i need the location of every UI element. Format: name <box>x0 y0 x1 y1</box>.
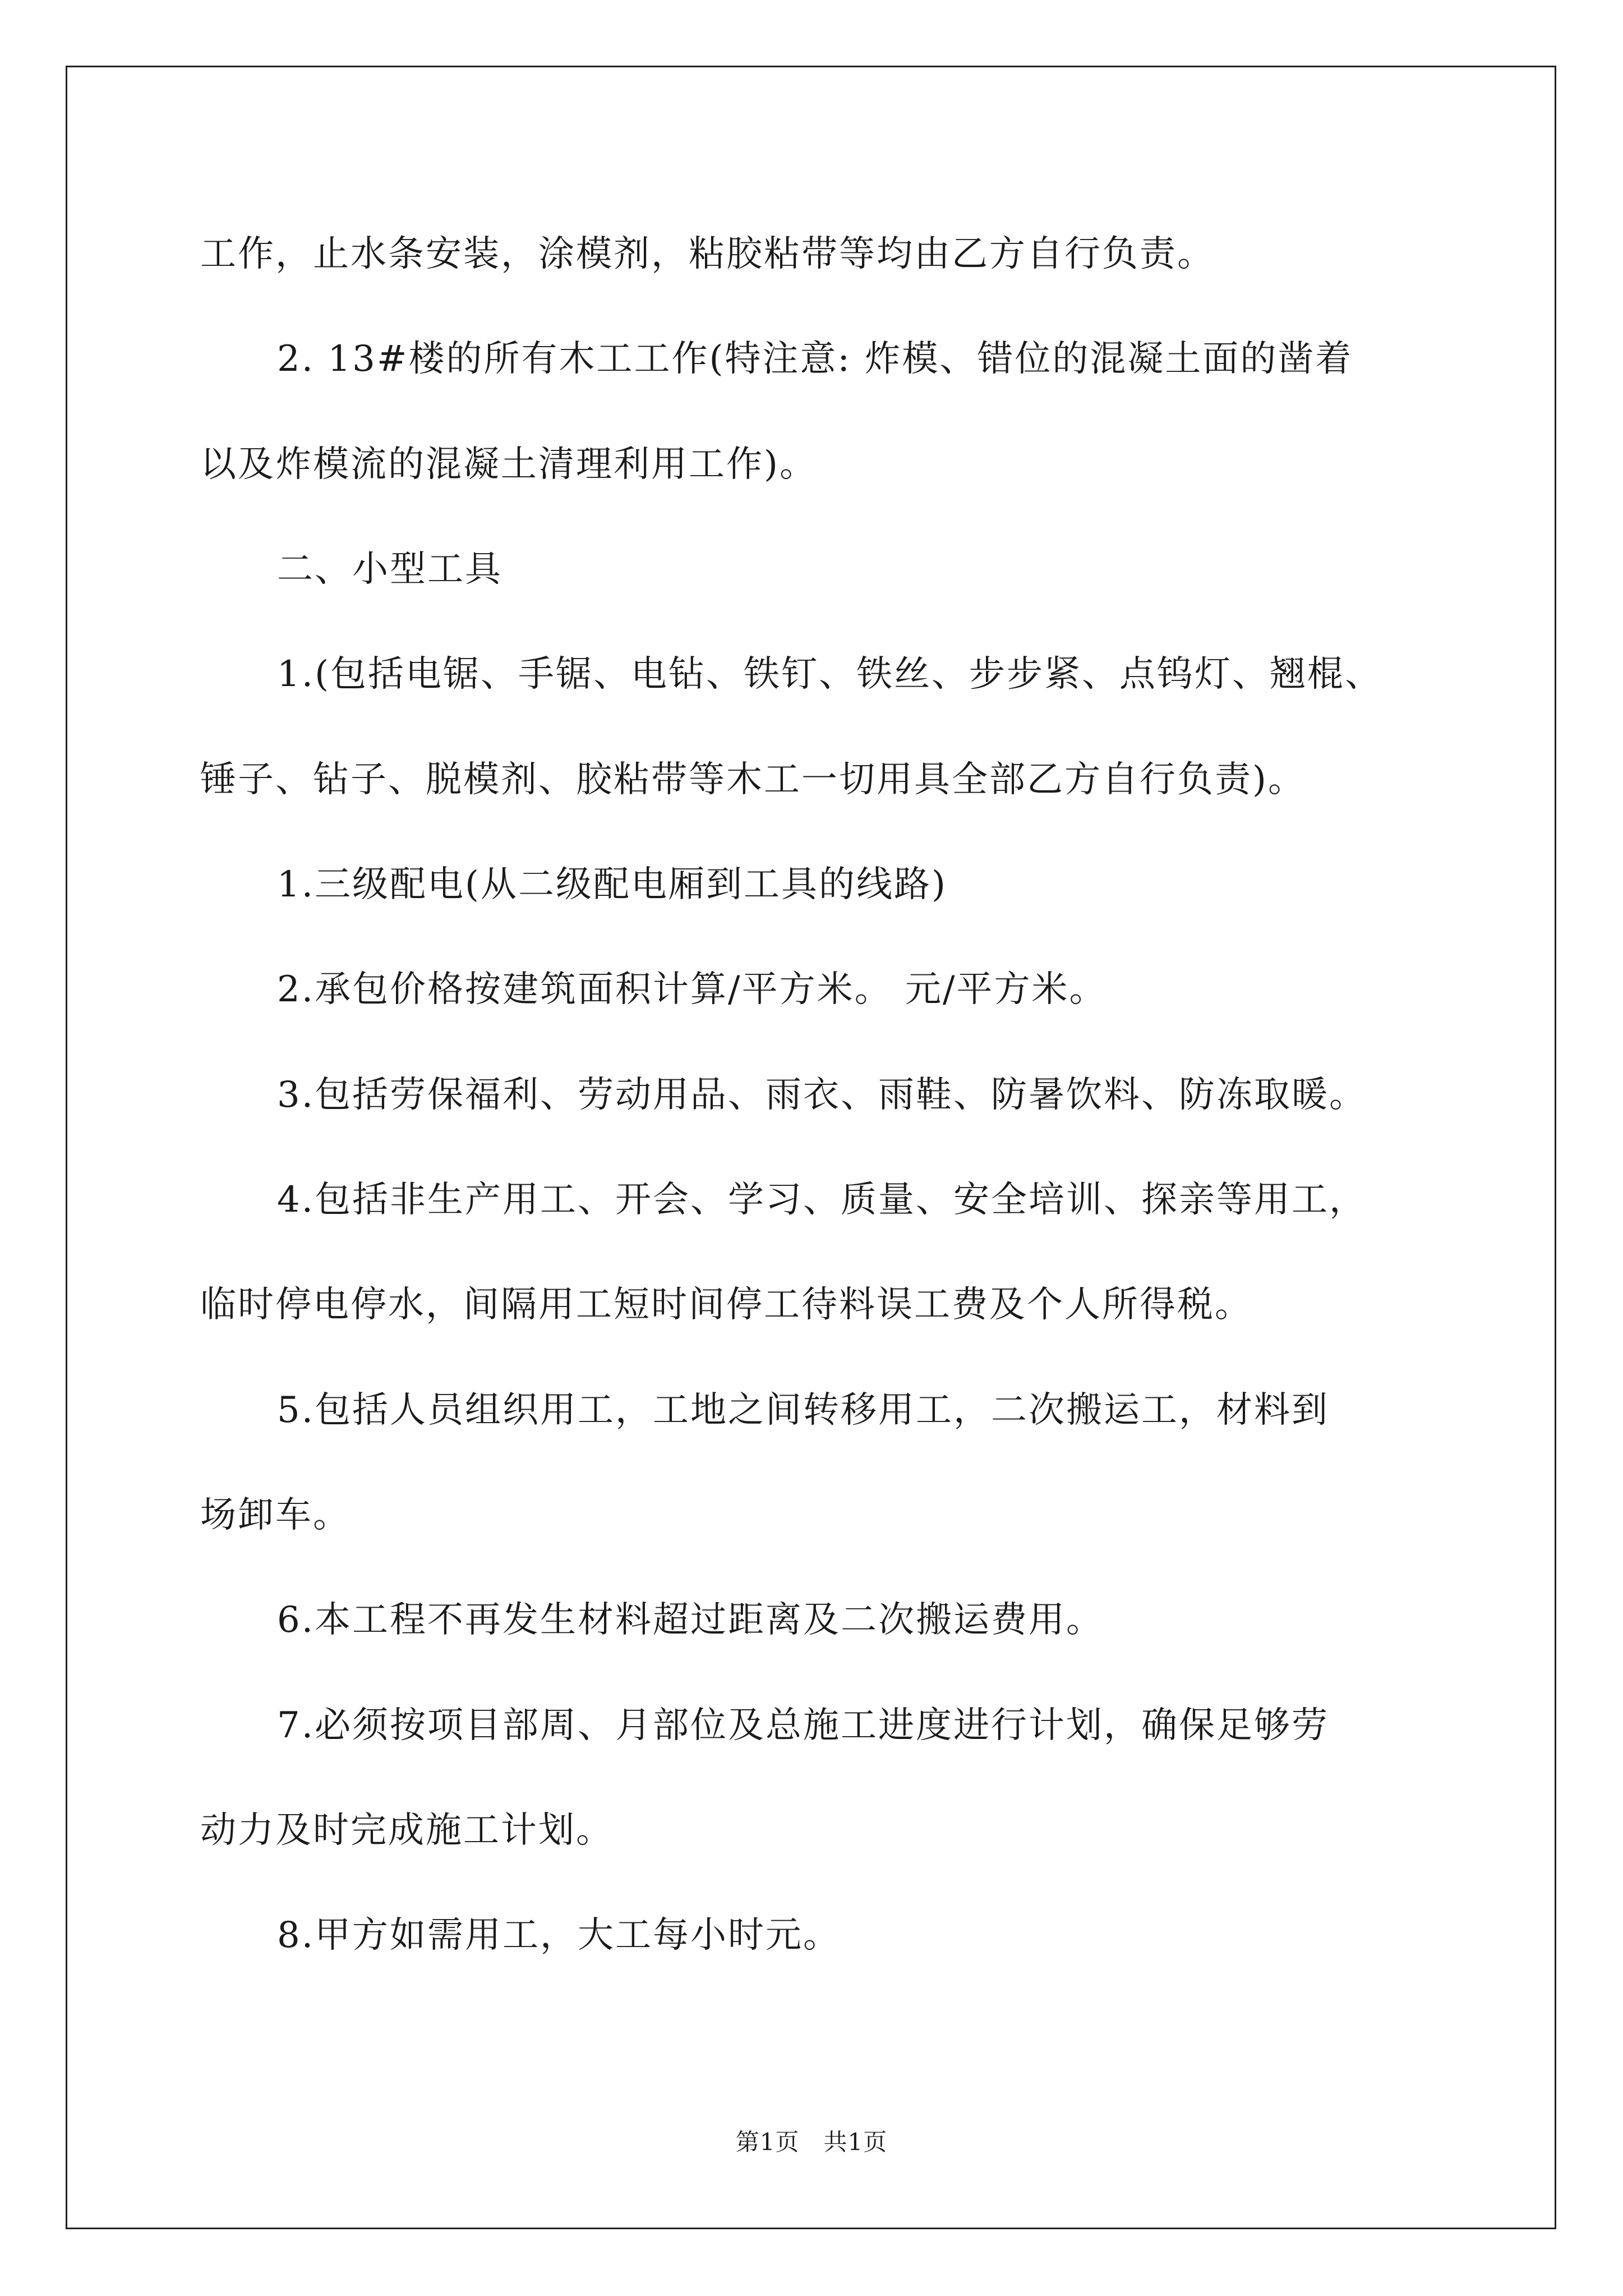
text-line-17: 8.甲方如需用工，大工每小时元。 <box>277 1915 841 1956</box>
text-line-14: 6.本工程不再发生材料超过距离及二次搬运费用。 <box>277 1599 1104 1641</box>
section-heading: 二、小型工具 <box>277 549 502 590</box>
page-footer: 第1页 共1页 <box>735 2128 888 2156</box>
text-line-8: 2.承包价格按建筑面积计算/平方米。 元/平方米。 <box>277 969 1107 1010</box>
text-line-10: 4.包括非生产用工、开会、学习、质量、安全培训、探亲等用工， <box>277 1179 1367 1221</box>
text-line-12: 5.包括人员组织用工，工地之间转移用工，二次搬运工，材料到 <box>277 1389 1330 1431</box>
text-line-5: 1.(包括电锯、手锯、电钻、铁钉、铁丝、步步紧、点钨灯、翘棍、 <box>277 654 1383 695</box>
text-line-2: 2. 13#楼的所有木工工作(特注意: 炸模、错位的混凝土面的凿着 <box>277 338 1353 380</box>
page-border <box>66 66 1556 2229</box>
text-line-6: 锤子、钻子、脱模剂、胶粘带等木工一切用具全部乙方自行负责)。 <box>200 759 1306 800</box>
text-line-15: 7.必须按项目部周、月部位及总施工进度进行计划，确保足够劳 <box>277 1705 1330 1746</box>
text-line-11: 临时停电停水，间隔用工短时间停工待料误工费及个人所得税。 <box>200 1284 1252 1326</box>
text-line-7: 1.三级配电(从二级配电厢到工具的线路) <box>277 864 947 905</box>
text-line-1: 工作，止水条安装，涂模剂，粘胶粘带等均由乙方自行负责。 <box>200 233 1215 275</box>
text-line-16: 动力及时完成施工计划。 <box>200 1810 614 1851</box>
text-line-9: 3.包括劳保福利、劳动用品、雨衣、雨鞋、防暑饮料、防冻取暖。 <box>277 1074 1367 1116</box>
text-line-13: 场卸车。 <box>200 1494 351 1536</box>
text-line-3: 以及炸模流的混凝土清理利用工作)。 <box>200 444 817 485</box>
